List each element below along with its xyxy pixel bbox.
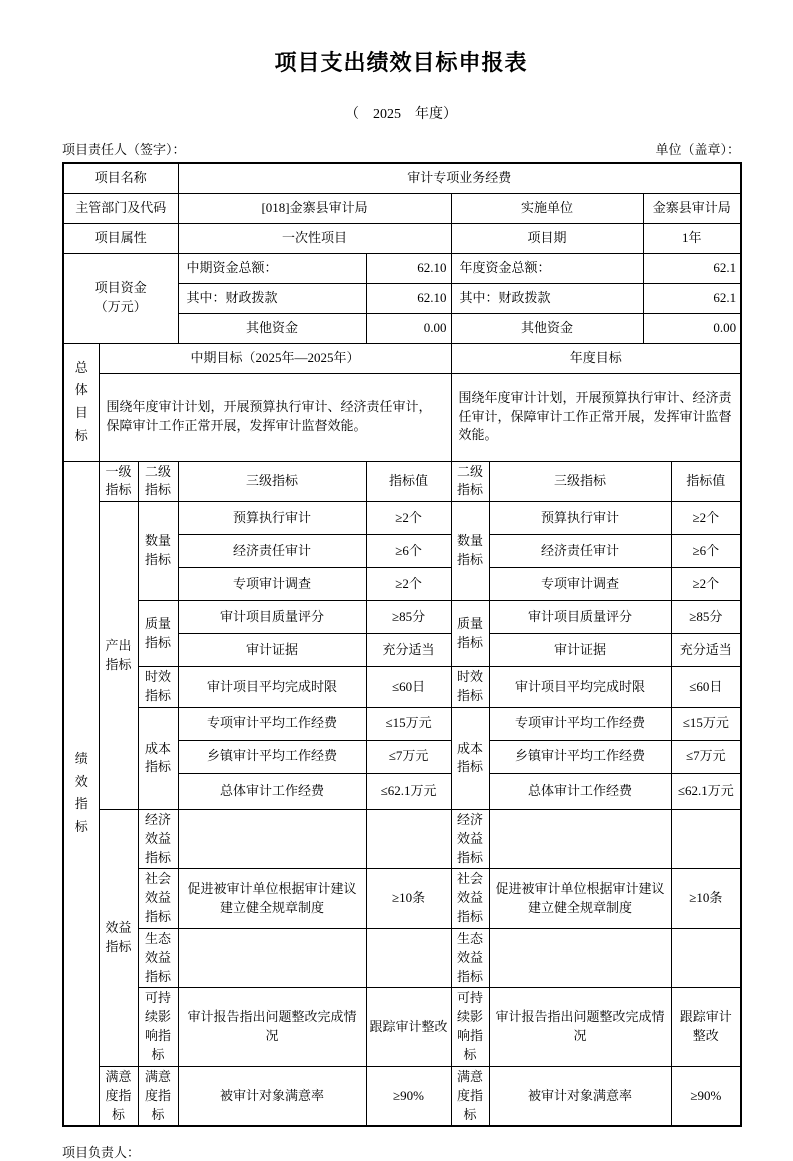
- indicator-value-left: ≤7万元: [366, 740, 451, 773]
- row-ecological-benefit: [63, 928, 741, 988]
- annual-total-label: 年度资金总额：: [451, 253, 643, 283]
- indicator-value-right: ≥10条: [671, 869, 741, 929]
- level2-quality-right: 质量指标: [451, 601, 489, 667]
- indicator-name-right: 审计项目平均完成时限: [489, 667, 671, 708]
- overall-goal-label-text: 总体目标: [74, 359, 88, 443]
- indicator-name-right: 促进被审计单位根据审计建议建立健全规章制度: [489, 869, 671, 929]
- annual-goal-text: 围绕年度审计计划，开展预算执行审计、经济责任审计，保障审计工作正常开展，发挥审计监督效能。: [451, 373, 741, 461]
- mid-goal-header: 中期目标（2025年—2025年）: [99, 343, 451, 373]
- department-label: 主管部门及代码: [63, 193, 178, 223]
- mid-total-value: 62.10: [366, 253, 451, 283]
- level1-output-label: 产出指标: [99, 502, 138, 810]
- indicator-name-left: 专项审计调查: [178, 568, 366, 601]
- attribute-label: 项目属性: [63, 223, 178, 253]
- attribute-value: 一次性项目: [178, 223, 451, 253]
- indicator-value-left: [366, 928, 451, 988]
- year-subtitle: （ 2025 年度）: [345, 107, 457, 122]
- level2-ecological-left: 生态效益指标: [138, 928, 178, 988]
- indicator-value-right: ≥2个: [671, 568, 741, 601]
- indicator-name-right: 审计报告指出问题整改完成情况: [489, 988, 671, 1066]
- indicator-name-left: 审计报告指出问题整改完成情况: [178, 988, 366, 1066]
- row-economic-benefit: [63, 809, 741, 869]
- indicator-value-right: 充分适当: [671, 634, 741, 667]
- level2-sustain-right: 可持续影响指标: [451, 988, 489, 1066]
- row-special-audit-cost: [63, 707, 741, 740]
- header-value-left: 指标值: [366, 461, 451, 502]
- mid-other-value: 0.00: [366, 313, 451, 343]
- funds-label-line1: 项目资金: [94, 280, 147, 296]
- indicator-value-left: ≥90%: [366, 1066, 451, 1126]
- indicator-name-left: [178, 928, 366, 988]
- indicator-value-right: [671, 928, 741, 988]
- indicator-name-left: 总体审计工作经费: [178, 773, 366, 809]
- mid-other-label: 其他资金: [178, 313, 366, 343]
- indicator-name-left: [178, 809, 366, 869]
- indicator-value-left: ≤60日: [366, 667, 451, 708]
- level2-time-right: 时效指标: [451, 667, 489, 708]
- annual-other-label: 其他资金: [451, 313, 643, 343]
- period-value: 1年: [643, 223, 741, 253]
- performance-label: [63, 461, 99, 1126]
- header-level2-right: 二级指标: [451, 461, 489, 502]
- indicator-value-left: ≤62.1万元: [366, 773, 451, 809]
- row-sustainable-impact: [63, 988, 741, 1066]
- row-social-benefit: [63, 869, 741, 929]
- level2-cost-left: 成本指标: [138, 707, 178, 809]
- indicator-value-left: 跟踪审计整改: [366, 988, 451, 1066]
- indicator-name-left: 促进被审计单位根据审计建议建立健全规章制度: [178, 869, 366, 929]
- header-level3-left: 三级指标: [178, 461, 366, 502]
- performance-label-text: 绩效指标: [74, 750, 88, 835]
- department-value: [018]金寨县审计局: [178, 193, 451, 223]
- indicator-value-left: [366, 809, 451, 869]
- indicator-name-right: 被审计对象满意率: [489, 1066, 671, 1126]
- indicator-value-right: ≥6个: [671, 535, 741, 568]
- indicator-name-left: 专项审计平均工作经费: [178, 707, 366, 740]
- row-department: [63, 193, 741, 223]
- level1-benefit-label: 效益指标: [99, 809, 138, 1066]
- row-completion-time: [63, 667, 741, 708]
- row-budget-audit: [63, 502, 741, 535]
- overall-goal-label: [63, 343, 99, 461]
- header-level2-left: 二级指标: [138, 461, 178, 502]
- row-satisfaction: [63, 1066, 741, 1126]
- level2-satisfaction-left: 满意度指标: [138, 1066, 178, 1126]
- annual-total-value: 62.1: [643, 253, 741, 283]
- indicator-value-right: ≥2个: [671, 502, 741, 535]
- level2-ecological-right: 生态效益指标: [451, 928, 489, 988]
- level2-satisfaction-right: 满意度指标: [451, 1066, 489, 1126]
- indicator-name-left: 审计证据: [178, 634, 366, 667]
- indicator-name-right: 专项审计调查: [489, 568, 671, 601]
- indicator-name-right: 预算执行审计: [489, 502, 671, 535]
- annual-other-value: 0.00: [643, 313, 741, 343]
- indicator-value-left: ≥2个: [366, 568, 451, 601]
- indicator-name-right: [489, 809, 671, 869]
- row-project-name: [63, 163, 741, 193]
- annual-goal-header: 年度目标: [451, 343, 741, 373]
- indicator-name-right: 总体审计工作经费: [489, 773, 671, 809]
- project-leader-label: 项目负责人：: [62, 1145, 141, 1161]
- period-label: 项目期: [451, 223, 643, 253]
- indicator-name-left: 乡镇审计平均工作经费: [178, 740, 366, 773]
- signature-row: [62, 139, 740, 158]
- funds-label: [63, 253, 178, 343]
- impl-unit-value: 金寨县审计局: [643, 193, 741, 223]
- row-attribute: [63, 223, 741, 253]
- indicator-value-right: ≤15万元: [671, 707, 741, 740]
- unit-seal-label: 单位（盖章）：: [655, 142, 740, 157]
- indicator-value-right: 跟踪审计整改: [671, 988, 741, 1066]
- annual-fiscal-value: 62.1: [643, 283, 741, 313]
- project-name-value: 审计专项业务经费: [178, 163, 741, 193]
- page-title: 项目支出绩效目标申报表: [274, 50, 528, 75]
- indicator-value-left: ≥6个: [366, 535, 451, 568]
- annual-fiscal-label: 其中：财政拨款: [451, 283, 643, 313]
- indicator-name-left: 审计项目平均完成时限: [178, 667, 366, 708]
- indicator-value-left: ≥10条: [366, 869, 451, 929]
- level2-social-left: 社会效益指标: [138, 869, 178, 929]
- indicator-name-right: 专项审计平均工作经费: [489, 707, 671, 740]
- funds-label-line2: （万元）: [94, 299, 147, 314]
- level2-sustain-left: 可持续影响指标: [138, 988, 178, 1066]
- indicator-value-right: ≤60日: [671, 667, 741, 708]
- indicator-name-right: 经济责任审计: [489, 535, 671, 568]
- indicator-name-right: [489, 928, 671, 988]
- indicator-name-left: 经济责任审计: [178, 535, 366, 568]
- header-value-right: 指标值: [671, 461, 741, 502]
- indicator-name-right: 审计项目质量评分: [489, 601, 671, 634]
- mid-fiscal-label: 其中：财政拨款: [178, 283, 366, 313]
- indicator-value-left: ≥2个: [366, 502, 451, 535]
- indicator-name-right: 乡镇审计平均工作经费: [489, 740, 671, 773]
- level2-economic-right: 经济效益指标: [451, 809, 489, 869]
- level2-cost-right: 成本指标: [451, 707, 489, 809]
- mid-total-label: 中期资金总额：: [178, 253, 366, 283]
- level2-quality-left: 质量指标: [138, 601, 178, 667]
- row-goal-content: [63, 373, 741, 461]
- indicator-name-left: 预算执行审计: [178, 502, 366, 535]
- level2-quantity-left: 数量指标: [138, 502, 178, 601]
- level2-quantity-right: 数量指标: [451, 502, 489, 601]
- header-level3-right: 三级指标: [489, 461, 671, 502]
- project-name-label: 项目名称: [63, 163, 178, 193]
- indicator-value-left: 充分适当: [366, 634, 451, 667]
- indicator-name-left: 审计项目质量评分: [178, 601, 366, 634]
- mid-fiscal-value: 62.10: [366, 283, 451, 313]
- mid-goal-text: 围绕年度审计计划，开展预算执行审计、经济责任审计，保障审计工作正常开展，发挥审计监督效能。: [99, 373, 451, 461]
- level1-satisfaction-label: 满意度指标: [99, 1066, 138, 1126]
- row-funds-total: [63, 253, 741, 283]
- level2-economic-left: 经济效益指标: [138, 809, 178, 869]
- indicator-name-left: 被审计对象满意率: [178, 1066, 366, 1126]
- level2-time-left: 时效指标: [138, 667, 178, 708]
- impl-unit-label: 实施单位: [451, 193, 643, 223]
- indicator-name-right: 审计证据: [489, 634, 671, 667]
- indicator-value-right: [671, 809, 741, 869]
- declaration-table: [62, 162, 742, 1127]
- level2-social-right: 社会效益指标: [451, 869, 489, 929]
- row-goal-headers: [63, 343, 741, 373]
- indicator-value-left: ≥85分: [366, 601, 451, 634]
- header-level1: 一级指标: [99, 461, 138, 502]
- indicator-value-right: ≥90%: [671, 1066, 741, 1126]
- indicator-value-right: ≤62.1万元: [671, 773, 741, 809]
- indicator-value-right: ≥85分: [671, 601, 741, 634]
- row-indicator-headers: [63, 461, 741, 502]
- row-quality-score: [63, 601, 741, 634]
- indicator-value-right: ≤7万元: [671, 740, 741, 773]
- responsible-person-label: 项目责任人（签字）：: [62, 142, 186, 157]
- indicator-value-left: ≤15万元: [366, 707, 451, 740]
